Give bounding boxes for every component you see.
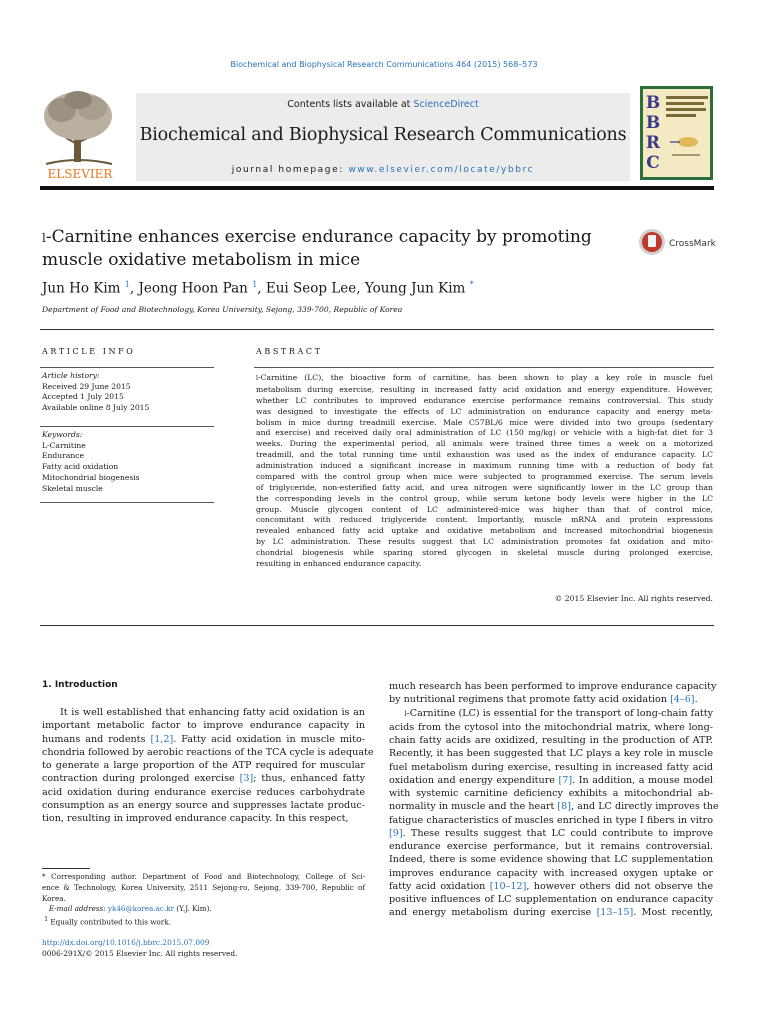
intro-line xyxy=(42,733,365,746)
email-suffix: (Y.J. Kim). xyxy=(174,904,212,914)
intro-text: chondria followed by aerobic reactions of the TCA cycle is adequate xyxy=(42,746,374,758)
abstract-small-caps-l: l xyxy=(256,375,258,382)
author-list xyxy=(42,280,474,297)
history-accepted: Accepted 1 July 2015 xyxy=(42,392,124,402)
intro-text: fuel metabolism during exercise, resulting in increased fatty acid xyxy=(389,761,713,773)
intro-text: tion, resulting in improved endurance capacity. In this respect, xyxy=(42,813,349,824)
intro-line xyxy=(389,853,713,866)
doi-link[interactable]: http://dx.doi.org/10.1016/j.bbrc.2015.07.009 xyxy=(42,938,210,947)
intro-text: normality in muscle and the heart xyxy=(389,801,558,813)
intro-text: , and LC directly improves the xyxy=(571,801,719,813)
author-name: Jeong Hoon Pan xyxy=(138,280,248,297)
citation-link[interactable]: [1,2] xyxy=(150,733,174,745)
abstract-line: was designed to investigate the effects of LC administration on endurance capacity and energy meta- xyxy=(256,406,713,416)
article-info-rule xyxy=(40,426,214,427)
intro-text: . xyxy=(694,694,698,706)
crossmark-label: CrossMark xyxy=(669,239,716,249)
equal-contribution-text: Equally contributed to this work. xyxy=(50,917,171,927)
abstract-heading: ABSTRACT xyxy=(256,347,323,356)
journal-banner xyxy=(40,86,714,188)
abstract-line: and exercise) and received daily oral administration of LC (150 mg/kg) or vehicle with a high-fat diet for 3 xyxy=(256,428,713,438)
corresponding-author-note: Korea. xyxy=(42,893,66,903)
cover-letter-c: C xyxy=(646,153,660,173)
cover-letter-b2: B xyxy=(645,113,661,133)
intro-text: positive influences of LC supplementation on endurance capacity xyxy=(389,894,713,905)
intro-line xyxy=(389,893,713,906)
intro-line xyxy=(389,734,713,747)
journal-title-box xyxy=(136,93,630,181)
abstract-line: weeks. During the experimental period, all animals were trained three times a week on a motorized xyxy=(256,439,713,449)
cover-letter-b1: B xyxy=(645,93,661,113)
title-divider xyxy=(40,329,714,330)
corresponding-author-note: ence & Technology, Korea University, 2511 Sejong-ro, Sejong, 339-700, Republic of xyxy=(42,882,365,892)
crossmark-badge[interactable] xyxy=(638,226,718,260)
intro-line xyxy=(42,772,365,785)
intro-line xyxy=(389,814,713,827)
article-info-rule xyxy=(40,502,214,503)
author-separator: , xyxy=(129,280,139,297)
contents-available-line xyxy=(136,99,630,110)
intro-text: humans and rodents xyxy=(42,733,151,745)
email-label: E-mail address: xyxy=(48,904,108,914)
history-online: Available online 8 July 2015 xyxy=(42,403,150,413)
keyword-list xyxy=(42,430,214,494)
intro-column-right xyxy=(389,680,719,920)
intro-line xyxy=(389,747,713,760)
citation-link[interactable]: [3] xyxy=(239,773,254,785)
intro-text: oxidation and energy expenditure xyxy=(389,774,559,786)
journal-cover-thumbnail[interactable] xyxy=(640,86,713,180)
article-history xyxy=(42,371,214,414)
intro-line xyxy=(389,787,713,800)
author-separator: , xyxy=(356,280,365,297)
header-divider xyxy=(40,186,714,190)
journal-name: Biochemical and Biophysical Research Communications xyxy=(139,125,627,145)
intro-text: important metabolic factor to improve endurance capacity in xyxy=(42,720,365,732)
small-caps-l: l xyxy=(404,709,407,718)
journal-homepage-line xyxy=(136,165,630,175)
intro-text: Recently, it has been suggested that LC plays a key role in muscle xyxy=(389,748,713,760)
elsevier-wordmark: ELSEVIER xyxy=(47,167,113,181)
footnote-rule xyxy=(42,868,90,869)
journal-citation[interactable]: Biochemical and Biophysical Research Communications 464 (2015) 568–573 xyxy=(230,60,538,69)
abstract-line: the corresponding levels in the control group, while serum ketone body levels were higher in the LC xyxy=(256,493,713,503)
abstract-line: l-Carnitine (LC), the bioactive form of carnitine, has been shown to play a key role in muscle fuel xyxy=(256,373,713,382)
intro-text: . In addition, a mouse model xyxy=(572,774,713,786)
keyword: Mitochondrial biogenesis xyxy=(42,472,140,482)
intro-text: Indeed, there is some evidence showing that LC supplementation xyxy=(389,854,713,866)
intro-line xyxy=(389,906,713,919)
abstract-text xyxy=(256,373,713,570)
intro-text xyxy=(389,708,407,719)
cover-letter-r: R xyxy=(645,133,661,153)
contents-prefix: Contents lists available at xyxy=(287,99,414,110)
intro-line xyxy=(389,827,713,840)
footnotes xyxy=(42,872,365,928)
doi-block xyxy=(42,937,237,959)
abstract-line: metabolism during exercise, resulting in increased fatty acid oxidation and energy expenditure. However, xyxy=(256,384,713,394)
author-name: Young Jun Kim xyxy=(364,280,466,297)
issn-copyright: 0006-291X/© 2015 Elsevier Inc. All rights reserved. xyxy=(42,949,238,958)
intro-text: acid oxidation during endurance exercise reduces carbohydrate xyxy=(42,786,365,798)
history-label: Article history: xyxy=(42,371,100,380)
title-small-caps-l: l xyxy=(42,231,46,245)
intro-line xyxy=(389,693,713,706)
article-info-heading: ARTICLE INFO xyxy=(42,347,136,356)
email-link[interactable]: yk46@korea.ac.kr xyxy=(107,904,174,914)
intro-line xyxy=(42,786,365,799)
keywords-label: Keywords: xyxy=(42,430,83,439)
abstract-line: compared with the control group when mice were subjected to programmed exercise. The serum levels xyxy=(256,471,713,481)
email-note xyxy=(42,904,365,915)
intro-text: , however others did not observe the xyxy=(526,880,713,892)
intro-text: endurance exercise performance, but it remains controversial. xyxy=(389,841,713,852)
intro-line xyxy=(42,706,365,719)
intro-text: . These results suggest that LC could contribute to improve xyxy=(402,827,713,839)
author-name: Jun Ho Kim xyxy=(42,280,121,297)
abstract-line: concomitant with reduced triglyceride content. Importantly, muscle mRNA and protein expressions xyxy=(256,515,713,525)
article-info-rule xyxy=(40,367,214,368)
abstract-line: whether LC contributes to improved endurance exercise performance remains controversial. This study xyxy=(256,395,713,405)
intro-text: and energy metabolism during exercise xyxy=(389,907,597,919)
keyword: Endurance xyxy=(42,451,84,461)
corresponding-author-note: * Corresponding author. Department of Food and Biotechnology, College of Sci- xyxy=(42,872,365,881)
intro-line xyxy=(389,721,713,734)
citation-link[interactable]: [7] xyxy=(558,774,573,786)
introduction-heading: 1. Introduction xyxy=(42,680,118,690)
author-affiliation: Department of Food and Biotechnology, Korea University, Sejong, 339-700, Republic of Korea xyxy=(42,305,403,314)
intro-line xyxy=(42,799,365,812)
citation-link[interactable]: [8] xyxy=(557,801,571,813)
intro-line xyxy=(42,812,365,825)
intro-text: . Fatty acid oxidation in muscle mito- xyxy=(173,733,365,745)
abstract-end-divider xyxy=(40,625,714,626)
author-mark[interactable]: 1 xyxy=(124,280,130,289)
intro-text: chain fatty acids are oxidized, resulting in the production of ATP. xyxy=(389,735,713,746)
elsevier-logo[interactable] xyxy=(40,86,120,182)
intro-text: . Most recently, xyxy=(633,907,713,919)
intro-line xyxy=(389,840,713,853)
intro-text: -Carnitine (LC) is essential for the transport of long-chain fatty xyxy=(406,707,714,719)
intro-text: consumption as an energy source and suppresses lactate produc- xyxy=(42,799,365,811)
citation-link[interactable]: [9] xyxy=(389,827,403,839)
abstract-line: revealed enhanced fatty acid uptake and oxidative metabolism and increased mitochondrial biogenesis xyxy=(256,526,713,536)
keyword: Skeletal muscle xyxy=(42,483,103,493)
author-separator: , xyxy=(257,280,266,297)
intro-text: It is well established that enhancing fatty acid oxidation is an xyxy=(42,707,365,718)
intro-text: by nutritional regimens that promote fatty acid oxidation xyxy=(389,694,671,706)
abstract-copyright: © 2015 Elsevier Inc. All rights reserved. xyxy=(554,594,713,603)
homepage-prefix: journal homepage: xyxy=(231,165,349,175)
citation-link[interactable]: [4–6] xyxy=(670,694,695,706)
title-line2: muscle oxidative metabolism in mice xyxy=(42,250,361,270)
intro-text: fatty acid oxidation xyxy=(389,880,490,892)
intro-line xyxy=(42,746,374,759)
article-title xyxy=(42,226,602,271)
abstract-line: administration induced a significant increase in maximum running time with a reduction of body fat xyxy=(256,461,713,470)
abstract-line: chondrial biogenesis while sparing stored glycogen in skeletal muscle during prolonged exercise, xyxy=(256,548,713,557)
intro-line xyxy=(389,680,717,693)
intro-line xyxy=(389,707,713,721)
homepage-link[interactable]: www.elsevier.com/locate/ybbrc xyxy=(348,165,535,175)
abstract-line: of triglyceride, non-esterified fatty acid, and urea nitrogen were significantly lower in the LC group than xyxy=(256,482,713,492)
intro-line xyxy=(389,867,713,880)
intro-column-left xyxy=(42,706,374,825)
intro-text: acids from the cytosol into the mitochondrial matrix, where long- xyxy=(389,721,713,733)
intro-text: much research has been performed to improve endurance capacity xyxy=(389,681,717,692)
equal-contribution-mark: 1 xyxy=(44,916,49,924)
abstract-line: resulting in enhanced endurance capacity. xyxy=(256,558,422,568)
intro-text: contraction during prolonged exercise xyxy=(42,773,240,785)
intro-line xyxy=(42,759,365,772)
intro-line xyxy=(42,719,365,732)
intro-line xyxy=(389,774,713,787)
intro-line xyxy=(389,800,719,813)
author-mark[interactable]: 1 xyxy=(252,280,258,289)
abstract-line: treadmill, and the total running time until exhaustion was used as the index of endurance capacity. LC xyxy=(256,450,713,460)
abstract-line: group. Muscle glycogen content of LC administered-mice was higher than that of control mice, xyxy=(256,504,713,514)
intro-line xyxy=(389,761,713,774)
sciencedirect-link[interactable]: ScienceDirect xyxy=(413,99,479,110)
history-received: Received 29 June 2015 xyxy=(42,381,131,391)
equal-contribution-note xyxy=(42,915,365,928)
citation-link[interactable]: [10–12] xyxy=(489,880,527,892)
intro-text: to generate a large proportion of the ATP required for muscular xyxy=(42,760,365,771)
intro-text: improves endurance capacity with increased oxygen uptake or xyxy=(389,867,713,879)
title-line1: -Carnitine enhances exercise endurance capacity by promoting xyxy=(45,227,592,247)
corresponding-author-mark[interactable]: * xyxy=(469,280,474,289)
abstract-rule xyxy=(254,367,714,368)
intro-text: fatigue characteristics of muscles enriched in type I fibers in vitro xyxy=(389,814,713,826)
abstract-line: by LC administration. These results suggest that LC administration promotes fat oxidation and mito- xyxy=(256,537,713,547)
keyword: L-Carnitine xyxy=(42,440,86,450)
keyword: Fatty acid oxidation xyxy=(42,462,119,472)
intro-text: ; thus, enhanced fatty xyxy=(253,773,365,785)
intro-line xyxy=(389,880,713,893)
abstract-line: bolism in mice during treadmill exercise. Male C57BL/6 mice were divided into two groups (sedentary xyxy=(256,417,713,427)
author-name: Eui Seop Lee xyxy=(265,280,357,297)
citation-link[interactable]: [13–15] xyxy=(596,907,634,919)
intro-text: with systemic carnitine deficiency exhibits a mitochondrial ab- xyxy=(389,788,713,799)
